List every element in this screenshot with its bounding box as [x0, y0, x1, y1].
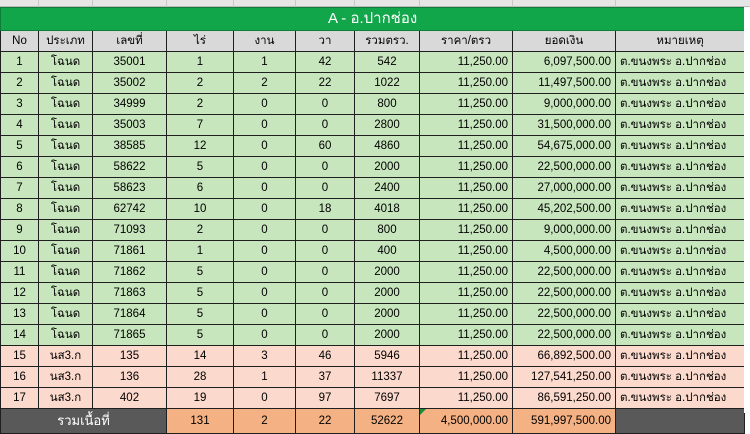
- cell-remark[interactable]: ต.ขนงพระ อ.ปากช่อง: [616, 94, 745, 115]
- cell-number[interactable]: 35003: [93, 115, 167, 136]
- cell-no[interactable]: 4: [1, 115, 39, 136]
- cell-amount[interactable]: 86,591,250.00: [513, 388, 616, 409]
- cell-total[interactable]: 1022: [355, 73, 420, 94]
- cell-amount[interactable]: 27,000,000.00: [513, 178, 616, 199]
- cell-no[interactable]: 14: [1, 325, 39, 346]
- cell-price[interactable]: 11,250.00: [420, 283, 513, 304]
- table-row: [1, 157, 745, 178]
- cell-total[interactable]: 800: [355, 94, 420, 115]
- table-row: [1, 325, 745, 346]
- cell-price[interactable]: 11,250.00: [420, 367, 513, 388]
- total-sqwa[interactable]: 52622: [355, 409, 420, 434]
- cell-amount[interactable]: 127,541,250.00: [513, 367, 616, 388]
- cell-number[interactable]: 38585: [93, 136, 167, 157]
- cell-rai[interactable]: 2: [167, 220, 234, 241]
- cell-number[interactable]: 71864: [93, 304, 167, 325]
- cell-rai[interactable]: 6: [167, 178, 234, 199]
- cell-number[interactable]: 71865: [93, 325, 167, 346]
- cell-rai[interactable]: 19: [167, 388, 234, 409]
- header-cell-amount[interactable]: ยอดเงิน: [513, 31, 616, 52]
- cell-number[interactable]: 71093: [93, 220, 167, 241]
- cell-amount[interactable]: 6,097,500.00: [513, 52, 616, 73]
- header-cell-ngan[interactable]: งาน: [234, 31, 296, 52]
- cell-number[interactable]: 34999: [93, 94, 167, 115]
- cell-total[interactable]: 5946: [355, 346, 420, 367]
- header-cell-remark[interactable]: หมายเหตุ: [616, 31, 745, 52]
- cell-no[interactable]: 11: [1, 262, 39, 283]
- table-row: [1, 178, 745, 199]
- cell-rai[interactable]: 1: [167, 52, 234, 73]
- cell-rai[interactable]: 5: [167, 157, 234, 178]
- total-label[interactable]: รวมเนื้อที่: [1, 409, 167, 434]
- cell-no[interactable]: 17: [1, 388, 39, 409]
- cell-rai[interactable]: 14: [167, 346, 234, 367]
- cell-number[interactable]: 136: [93, 367, 167, 388]
- sheet-right-edge: [744, 7, 750, 413]
- cell-price[interactable]: 11,250.00: [420, 73, 513, 94]
- total-remark-empty[interactable]: [616, 409, 745, 434]
- cell-price[interactable]: 11,250.00: [420, 304, 513, 325]
- cell-remark[interactable]: ต.ขนงพระ อ.ปากช่อง: [616, 52, 745, 73]
- table-row: [1, 241, 745, 262]
- cell-price[interactable]: 11,250.00: [420, 346, 513, 367]
- cell-total[interactable]: 4860: [355, 136, 420, 157]
- cell-wa[interactable]: 0: [296, 220, 355, 241]
- table-row: [1, 262, 745, 283]
- cell-wa[interactable]: 0: [296, 304, 355, 325]
- cell-rai[interactable]: 2: [167, 94, 234, 115]
- table-row: [1, 304, 745, 325]
- cell-ngan[interactable]: 1: [234, 52, 296, 73]
- cell-price[interactable]: 11,250.00: [420, 262, 513, 283]
- header-cell-price[interactable]: ราคา/ตรว: [420, 31, 513, 52]
- cell-wa[interactable]: 18: [296, 199, 355, 220]
- cell-number[interactable]: 35001: [93, 52, 167, 73]
- table-row: [1, 388, 745, 409]
- cell-amount[interactable]: 4,500,000.00: [513, 241, 616, 262]
- cell-ngan[interactable]: 0: [234, 283, 296, 304]
- cell-no[interactable]: 8: [1, 199, 39, 220]
- cell-type[interactable]: นส3.ก: [39, 367, 93, 388]
- header-cell-type[interactable]: ประเภท: [39, 31, 93, 52]
- cell-ngan[interactable]: 0: [234, 304, 296, 325]
- table-row: [1, 367, 745, 388]
- cell-ngan[interactable]: 0: [234, 220, 296, 241]
- cell-remark[interactable]: ต.ขนงพระ อ.ปากช่อง: [616, 241, 745, 262]
- cell-number[interactable]: 402: [93, 388, 167, 409]
- cell-no[interactable]: 5: [1, 136, 39, 157]
- cell-wa[interactable]: 42: [296, 52, 355, 73]
- cell-amount[interactable]: 22,500,000.00: [513, 325, 616, 346]
- cell-price[interactable]: 11,250.00: [420, 94, 513, 115]
- table-row: [1, 94, 745, 115]
- table-row: [1, 199, 745, 220]
- cell-number[interactable]: 62742: [93, 199, 167, 220]
- cell-total[interactable]: 542: [355, 52, 420, 73]
- cell-price[interactable]: 11,250.00: [420, 115, 513, 136]
- cell-number[interactable]: 71863: [93, 283, 167, 304]
- cell-price[interactable]: 11,250.00: [420, 136, 513, 157]
- cell-ngan[interactable]: 0: [234, 157, 296, 178]
- cell-rai[interactable]: 5: [167, 262, 234, 283]
- total-price-value: 4,500,000.00: [440, 415, 508, 427]
- cell-rai[interactable]: 28: [167, 367, 234, 388]
- cell-ngan[interactable]: 0: [234, 199, 296, 220]
- table-row: [1, 115, 745, 136]
- cell-price[interactable]: 11,250.00: [420, 199, 513, 220]
- total-amount[interactable]: 591,997,500.00: [513, 409, 616, 434]
- cell-no[interactable]: 6: [1, 157, 39, 178]
- cell-type[interactable]: โฉนด: [39, 262, 93, 283]
- cell-total[interactable]: 800: [355, 220, 420, 241]
- cell-type[interactable]: โฉนด: [39, 220, 93, 241]
- cell-wa[interactable]: 0: [296, 241, 355, 262]
- cell-type[interactable]: โฉนด: [39, 94, 93, 115]
- cell-wa[interactable]: 46: [296, 346, 355, 367]
- cell-rai[interactable]: 2: [167, 73, 234, 94]
- cell-type[interactable]: นส3.ก: [39, 346, 93, 367]
- cell-rai[interactable]: 1: [167, 241, 234, 262]
- cell-amount[interactable]: 22,500,000.00: [513, 283, 616, 304]
- cell-price[interactable]: 11,250.00: [420, 52, 513, 73]
- cell-no[interactable]: 7: [1, 178, 39, 199]
- total-wa[interactable]: 22: [296, 409, 355, 434]
- cell-total[interactable]: 2000: [355, 262, 420, 283]
- cell-ngan[interactable]: 0: [234, 94, 296, 115]
- cell-number[interactable]: 71862: [93, 262, 167, 283]
- cell-rai[interactable]: 5: [167, 304, 234, 325]
- cell-type[interactable]: โฉนด: [39, 241, 93, 262]
- cell-total[interactable]: 400: [355, 241, 420, 262]
- land-table: [0, 7, 745, 434]
- cell-remark[interactable]: ต.ขนงพระ อ.ปากช่อง: [616, 325, 745, 346]
- cell-type[interactable]: โฉนด: [39, 304, 93, 325]
- cell-wa[interactable]: 37: [296, 367, 355, 388]
- cell-wa[interactable]: 0: [296, 325, 355, 346]
- cell-remark[interactable]: ต.ขนงพระ อ.ปากช่อง: [616, 367, 745, 388]
- cell-amount[interactable]: 66,892,500.00: [513, 346, 616, 367]
- cell-total[interactable]: 2000: [355, 283, 420, 304]
- table-row: [1, 346, 745, 367]
- cell-remark[interactable]: ต.ขนงพระ อ.ปากช่อง: [616, 73, 745, 94]
- cell-price[interactable]: 11,250.00: [420, 178, 513, 199]
- table-row: [1, 52, 745, 73]
- cell-ngan[interactable]: 2: [234, 73, 296, 94]
- cell-ngan[interactable]: 3: [234, 346, 296, 367]
- title-row: [1, 8, 745, 31]
- cell-number[interactable]: 35002: [93, 73, 167, 94]
- cell-price[interactable]: 11,250.00: [420, 325, 513, 346]
- cell-total[interactable]: 2000: [355, 157, 420, 178]
- cell-type[interactable]: โฉนด: [39, 136, 93, 157]
- cell-ngan[interactable]: 0: [234, 241, 296, 262]
- cell-remark[interactable]: ต.ขนงพระ อ.ปากช่อง: [616, 262, 745, 283]
- header-cell-wa[interactable]: วา: [296, 31, 355, 52]
- cell-remark[interactable]: ต.ขนงพระ อ.ปากช่อง: [616, 178, 745, 199]
- cell-remark[interactable]: ต.ขนงพระ อ.ปากช่อง: [616, 115, 745, 136]
- cell-price[interactable]: 11,250.00: [420, 388, 513, 409]
- cell-ngan[interactable]: 0: [234, 388, 296, 409]
- cell-ngan[interactable]: 0: [234, 178, 296, 199]
- totals-row: [1, 409, 745, 434]
- cell-remark[interactable]: ต.ขนงพระ อ.ปากช่อง: [616, 199, 745, 220]
- cell-no[interactable]: 16: [1, 367, 39, 388]
- sheet-title[interactable]: A - อ.ปากช่อง: [1, 8, 745, 31]
- cell-no[interactable]: 2: [1, 73, 39, 94]
- cell-ngan[interactable]: 0: [234, 262, 296, 283]
- cell-ngan[interactable]: 0: [234, 136, 296, 157]
- cell-remark[interactable]: ต.ขนงพระ อ.ปากช่อง: [616, 220, 745, 241]
- cell-rai[interactable]: 7: [167, 115, 234, 136]
- cell-amount[interactable]: 31,500,000.00: [513, 115, 616, 136]
- header-cell-total[interactable]: รวมตรว.: [355, 31, 420, 52]
- cell-type[interactable]: โฉนด: [39, 115, 93, 136]
- cell-amount[interactable]: 22,500,000.00: [513, 157, 616, 178]
- header-cell-rai[interactable]: ไร่: [167, 31, 234, 52]
- cell-rai[interactable]: 12: [167, 136, 234, 157]
- cell-total[interactable]: 7697: [355, 388, 420, 409]
- cell-rai[interactable]: 10: [167, 199, 234, 220]
- cell-amount[interactable]: 45,202,500.00: [513, 199, 616, 220]
- cell-wa[interactable]: 0: [296, 157, 355, 178]
- cell-total[interactable]: 4018: [355, 199, 420, 220]
- cell-total[interactable]: 2400: [355, 178, 420, 199]
- cell-number[interactable]: 71861: [93, 241, 167, 262]
- cell-wa[interactable]: 0: [296, 262, 355, 283]
- table-row: [1, 283, 745, 304]
- cell-no[interactable]: 15: [1, 346, 39, 367]
- cell-amount[interactable]: 54,675,000.00: [513, 136, 616, 157]
- table-row: [1, 136, 745, 157]
- table-row: [1, 73, 745, 94]
- cell-amount[interactable]: 9,000,000.00: [513, 94, 616, 115]
- cell-wa[interactable]: 22: [296, 73, 355, 94]
- cell-amount[interactable]: 9,000,000.00: [513, 220, 616, 241]
- cell-no[interactable]: 1: [1, 52, 39, 73]
- cell-ngan[interactable]: 0: [234, 325, 296, 346]
- cell-remark[interactable]: ต.ขนงพระ อ.ปากช่อง: [616, 283, 745, 304]
- cell-no[interactable]: 3: [1, 94, 39, 115]
- cell-wa[interactable]: 60: [296, 136, 355, 157]
- header-row: [1, 31, 745, 52]
- cell-ngan[interactable]: 0: [234, 115, 296, 136]
- cell-price[interactable]: 11,250.00: [420, 241, 513, 262]
- cell-total[interactable]: 2000: [355, 304, 420, 325]
- cell-type[interactable]: โฉนด: [39, 325, 93, 346]
- total-rai[interactable]: 131: [167, 409, 234, 434]
- cell-remark[interactable]: ต.ขนงพระ อ.ปากช่อง: [616, 157, 745, 178]
- cell-amount[interactable]: 22,500,000.00: [513, 304, 616, 325]
- header-cell-number[interactable]: เลขที่: [93, 31, 167, 52]
- cell-no[interactable]: 12: [1, 283, 39, 304]
- cell-total[interactable]: 2000: [355, 325, 420, 346]
- cell-ngan[interactable]: 1: [234, 367, 296, 388]
- table-row: [1, 220, 745, 241]
- cell-no[interactable]: 9: [1, 220, 39, 241]
- cell-rai[interactable]: 5: [167, 283, 234, 304]
- cell-type[interactable]: โฉนด: [39, 199, 93, 220]
- header-cell-no[interactable]: No: [1, 31, 39, 52]
- cell-type[interactable]: โฉนด: [39, 73, 93, 94]
- cell-amount[interactable]: 22,500,000.00: [513, 262, 616, 283]
- cell-type[interactable]: โฉนด: [39, 178, 93, 199]
- cell-type[interactable]: นส3.ก: [39, 388, 93, 409]
- cell-number[interactable]: 135: [93, 346, 167, 367]
- cell-price[interactable]: 11,250.00: [420, 220, 513, 241]
- total-price[interactable]: [420, 409, 513, 434]
- cell-price[interactable]: 11,250.00: [420, 157, 513, 178]
- cell-remark[interactable]: ต.ขนงพระ อ.ปากช่อง: [616, 304, 745, 325]
- cell-total[interactable]: 2800: [355, 115, 420, 136]
- cell-wa[interactable]: 0: [296, 94, 355, 115]
- cell-no[interactable]: 10: [1, 241, 39, 262]
- cell-wa[interactable]: 97: [296, 388, 355, 409]
- cell-type[interactable]: โฉนด: [39, 52, 93, 73]
- cell-remark[interactable]: ต.ขนงพระ อ.ปากช่อง: [616, 346, 745, 367]
- cell-amount[interactable]: 11,497,500.00: [513, 73, 616, 94]
- cell-no[interactable]: 13: [1, 304, 39, 325]
- column-header-bar: [0, 0, 750, 7]
- cell-total[interactable]: 11337: [355, 367, 420, 388]
- cell-wa[interactable]: 0: [296, 178, 355, 199]
- cell-number[interactable]: 58623: [93, 178, 167, 199]
- cell-wa[interactable]: 0: [296, 115, 355, 136]
- cell-number[interactable]: 58622: [93, 157, 167, 178]
- cell-remark[interactable]: ต.ขนงพระ อ.ปากช่อง: [616, 136, 745, 157]
- cell-type[interactable]: โฉนด: [39, 283, 93, 304]
- cell-wa[interactable]: 0: [296, 283, 355, 304]
- error-indicator-icon: [420, 409, 426, 415]
- cell-rai[interactable]: 5: [167, 325, 234, 346]
- cell-remark[interactable]: ต.ขนงพระ อ.ปากช่อง: [616, 388, 745, 409]
- total-ngan[interactable]: 2: [234, 409, 296, 434]
- cell-type[interactable]: โฉนด: [39, 157, 93, 178]
